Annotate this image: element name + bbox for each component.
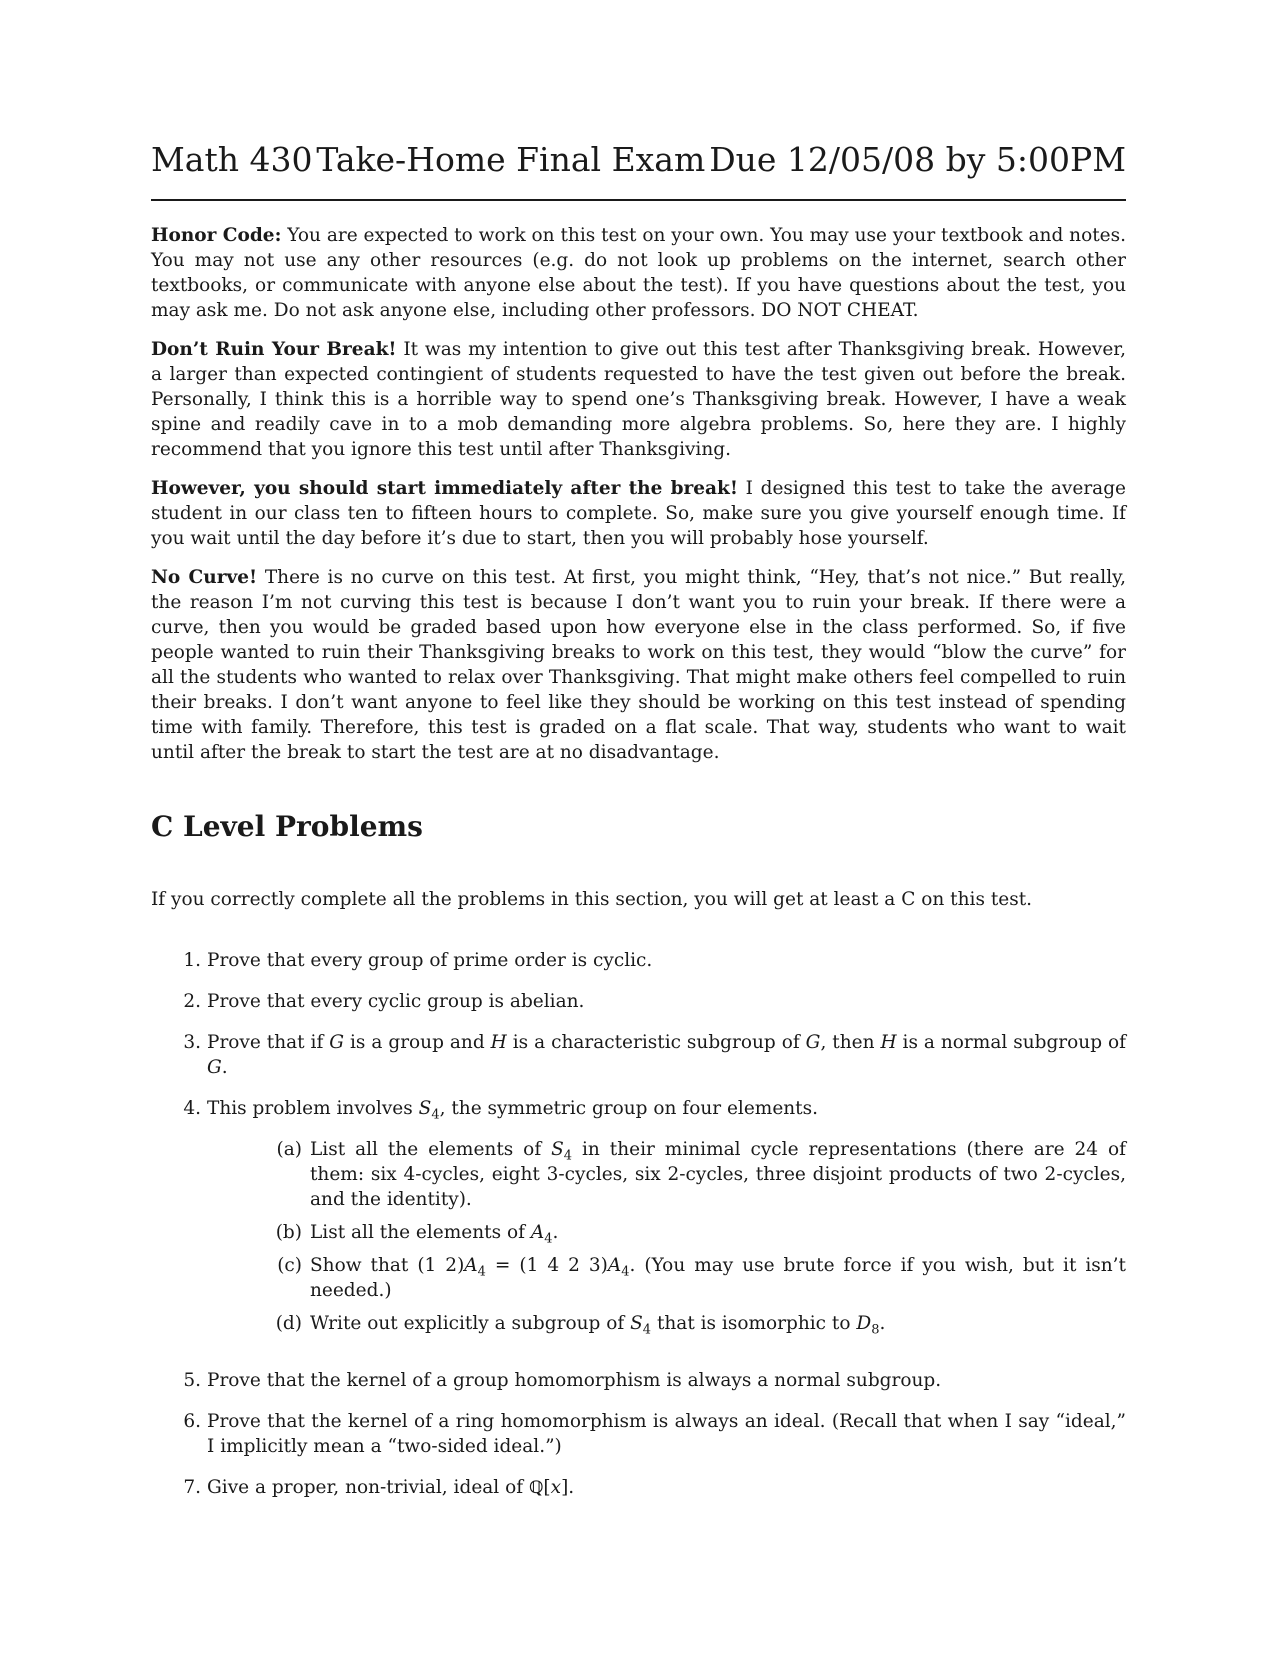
paragraph-heading: Don’t Ruin Your Break! <box>151 339 397 360</box>
subproblem-b <box>207 1220 1126 1245</box>
problem-text: This problem involves $S_4$, the symmetric group on four elements. (a) List all the elements of $S_4$ in their minimal cycle representations (there are 24 of them: six 4-cycles, eight 3-cycles, six 2-cycles, three disjoint products of two 2-cycles, and the identity). (b) List all the elements of $A_4$. (c) Show that (1 $2)A_4 = (1$ 4 2 $3)A_4$. (You may use brute force if you wish, but it isn’t needed.) (d) Write out explicitly a subgroup of $S_4$ that is isomorphic to $D_8$. <box>207 1098 1127 1338</box>
problem-text: Give a proper, non-trivial, ideal of ℚ[x]. <box>207 1477 575 1498</box>
problem-text: Prove that the kernel of a group homomorphism is always a normal subgroup. <box>207 1370 942 1391</box>
problem-5 <box>151 1368 1126 1393</box>
rationals-symbol: ℚ <box>528 1478 544 1498</box>
subproblem-label: (d) <box>275 1313 302 1334</box>
start-paragraph <box>151 476 1126 551</box>
paragraph-text: There is no curve on this test. At first, you might think, “Hey, that’s not nice.” But really, the reason I’m not curving this test is because I don’t want you to ruin your break. If there were a curve, then you would be graded based upon how everyone else in the class performed. So, if five people wanted to ruin their Thanksgiving breaks to work on this test, they would “blow the curve” for all the students who wanted to relax over Thanksgiving. That might make others feel compelled to ruin their breaks. I don’t want anyone to feel like they should be working on this test instead of spending time with family. Therefore, this test is graded on a flat scale. That way, students who want to wait until after the break to start the test are at no disadvantage. <box>151 567 1126 763</box>
paragraph-heading: However, you should start immediately after the break! <box>151 478 738 499</box>
subproblem-a <box>207 1137 1126 1212</box>
problem-number: 2. <box>183 991 201 1012</box>
break-paragraph <box>151 337 1126 462</box>
problem-text: Prove that every group of prime order is cyclic. <box>207 950 653 971</box>
problem-6 <box>151 1409 1126 1459</box>
problem-3 <box>151 1030 1126 1080</box>
problem-number: 1. <box>183 950 201 971</box>
subproblem-c <box>207 1253 1126 1303</box>
exam-title: Take-Home Final Exam <box>316 140 706 179</box>
section-intro: If you correctly complete all the problems in this section, you will get at least a C on this test. <box>151 889 1033 910</box>
paragraph-text: I designed this test to take the average student in our class ten to fifteen hours to complete. So, make sure you give yourself enough time. If you wait until the day before it’s due to start, then you will probably hose yourself. <box>151 478 1126 549</box>
problem-number: 3. <box>183 1032 201 1053</box>
paragraph-heading: Honor Code: <box>151 225 282 246</box>
header-rule <box>151 199 1126 201</box>
problem-2 <box>151 989 1126 1014</box>
exam-header <box>151 140 1126 179</box>
subproblem-text: Write out explicitly a subgroup of $S_4$ that is isomorphic to $D_8$. <box>310 1313 886 1338</box>
problem-4 <box>151 1096 1126 1352</box>
problem-number: 7. <box>183 1477 201 1498</box>
problem-1 <box>151 948 1126 973</box>
exam-body <box>151 223 1126 1517</box>
subproblem-text: List all the elements of $A_4$. <box>310 1222 559 1247</box>
problem-list <box>151 948 1126 1501</box>
problem-number: 5. <box>183 1370 201 1391</box>
subproblem-text: List all the elements of $S_4$ in their minimal cycle representations (there are 24 of them: six 4-cycles, eight 3-cycles, six 2-cycles, three disjoint products of two 2-cycles, and the identity). <box>310 1139 1127 1210</box>
problem-number: 4. <box>183 1098 201 1119</box>
problem-number: 6. <box>183 1411 201 1432</box>
subproblem-label: (c) <box>277 1255 302 1276</box>
due-date: Due 12/05/08 by 5:00PM <box>709 140 1126 179</box>
subproblem-label: (a) <box>276 1139 302 1160</box>
no-curve-paragraph <box>151 565 1126 765</box>
section-title: C Level Problems <box>151 810 423 843</box>
subproblem-list <box>207 1137 1126 1336</box>
problem-text: Prove that the kernel of a ring homomorphism is always an ideal. (Recall that when I say “ideal,” I implicitly mean a “two-sided ideal.”) <box>207 1411 1126 1457</box>
paragraph-text: It was my intention to give out this test after Thanksgiving break. However, a larger than expected contingient of students requested to have the test given out before the break. Personally, I think this is a horrible way to spend one’s Thanksgiving break. However, I have a weak spine and readily cave in to a mob demanding more algebra problems. So, here they are. I highly recommend that you ignore this test until after Thanksgiving. <box>151 339 1126 460</box>
subproblem-d <box>207 1311 1126 1336</box>
subproblem-text: Show that (1 $2)A_4 = (1$ 4 2 $3)A_4$. (You may use brute force if you wish, but it isn’t needed.) <box>310 1255 1126 1301</box>
paragraph-heading: No Curve! <box>151 567 258 588</box>
honor-code-paragraph <box>151 223 1126 323</box>
problem-7 <box>151 1475 1126 1501</box>
problem-text: Prove that every cyclic group is abelian. <box>207 991 585 1012</box>
course-name: Math 430 <box>151 140 313 179</box>
problem-text: Prove that if G is a group and H is a characteristic subgroup of G, then H is a normal subgroup of G. <box>207 1032 1126 1078</box>
subproblem-label: (b) <box>275 1222 302 1243</box>
paragraph-text: You are expected to work on this test on your own. You may use your textbook and notes. You may not use any other resources (e.g. do not look up problems on the internet, search other textbooks, or communicate with anyone else about the test). If you have questions about the test, you may ask me. Do not ask anyone else, including other professors. DO NOT CHEAT. <box>151 225 1126 321</box>
